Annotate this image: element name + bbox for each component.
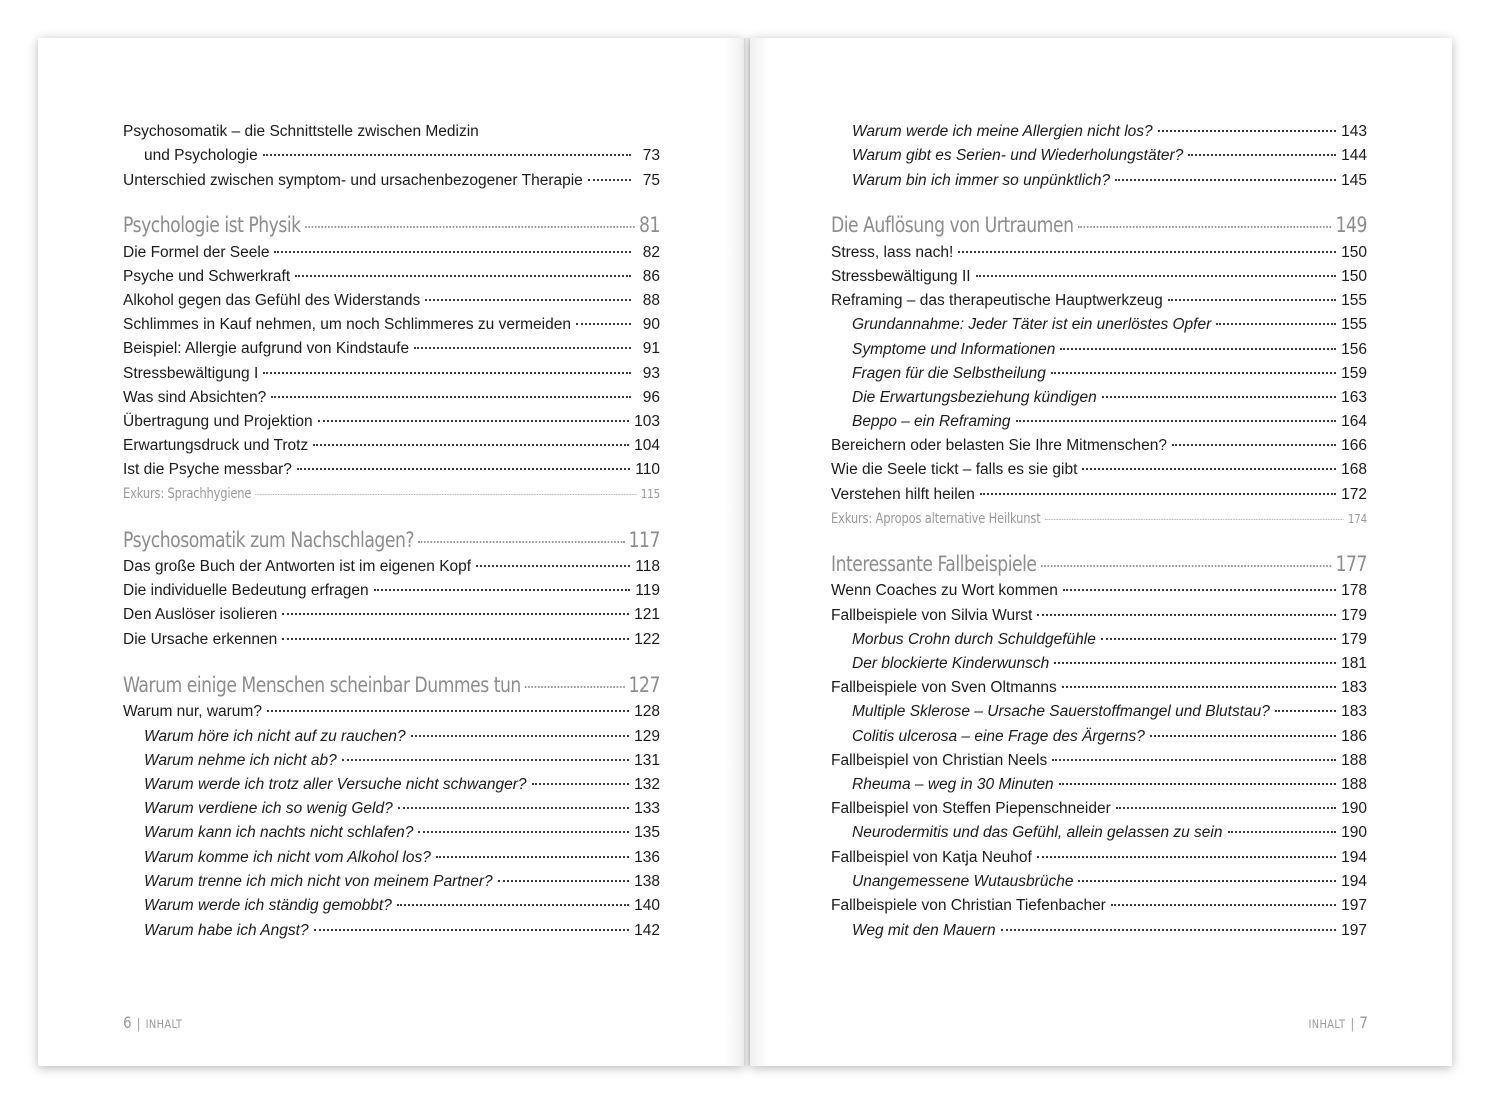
toc-page-number: 190 <box>1341 800 1367 817</box>
dot-leader <box>1172 444 1336 446</box>
toc-entry <box>852 700 1367 724</box>
dot-leader <box>425 299 631 301</box>
toc-page-number: 96 <box>642 389 660 406</box>
dot-leader <box>1102 396 1336 398</box>
toc-entry-title: Weg mit den Mauern <box>852 922 996 939</box>
toc-entry <box>123 603 660 627</box>
dot-leader <box>1188 154 1336 156</box>
toc-entry-title: Warum werde ich trotz aller Versuche nicht schwanger? <box>144 776 527 793</box>
toc-page-number: 183 <box>1341 679 1367 696</box>
dot-leader <box>1116 807 1336 809</box>
dot-leader <box>397 904 629 906</box>
chapter-heading <box>123 673 660 697</box>
toc-entry <box>123 265 660 289</box>
toc-entry-title: Warum komme ich nicht vom Alkohol los? <box>144 849 431 866</box>
excursus-entry <box>123 482 660 506</box>
dot-leader <box>282 638 629 640</box>
toc-page-number: 188 <box>1341 752 1367 769</box>
toc-entry <box>831 458 1367 482</box>
toc-entry <box>831 676 1367 700</box>
dot-leader <box>295 275 631 277</box>
toc-page-number: 91 <box>642 340 660 357</box>
toc-entry <box>123 169 660 193</box>
chapter-heading <box>123 528 660 552</box>
toc-entry-title: Warum gibt es Serien- und Wiederholungstäter? <box>852 147 1184 164</box>
dot-leader <box>976 275 1337 277</box>
toc-entry-title: Grundannahme: Jeder Täter ist ein unerlöstes Opfer <box>852 316 1212 333</box>
toc-entry <box>852 144 1367 168</box>
toc-entry-title: Warum verdiene ich so wenig Geld? <box>144 800 393 817</box>
dot-leader <box>313 444 629 446</box>
toc-entry-title: Multiple Sklerose – Ursache Sauerstoffmangel und Blutstau? <box>852 703 1270 720</box>
toc-entry <box>123 555 660 579</box>
toc-page-number: 117 <box>628 528 660 552</box>
toc-page-number: 150 <box>1341 268 1367 285</box>
toc-entry <box>123 386 660 410</box>
dot-leader <box>1228 831 1337 833</box>
toc-entry <box>852 386 1367 410</box>
toc-entry <box>123 458 660 482</box>
dot-leader <box>418 541 624 543</box>
dot-leader <box>1168 299 1336 301</box>
page-footer-left <box>123 1013 182 1032</box>
toc-entry-title: Warum höre ich nicht auf zu rauchen? <box>144 728 406 745</box>
toc-entry-title: Alkohol gegen das Gefühl des Widerstands <box>123 292 421 309</box>
toc-entry <box>144 870 660 894</box>
toc-entry-title: Übertragung und Projektion <box>123 413 313 430</box>
toc-entry <box>144 846 660 870</box>
toc-entry-title: Warum habe ich Angst? <box>144 922 309 939</box>
toc-entry <box>852 338 1367 362</box>
dot-leader <box>297 468 630 470</box>
dot-leader <box>1062 686 1336 688</box>
dot-leader <box>271 396 631 398</box>
toc-entry-title: Stressbewältigung II <box>831 268 971 285</box>
toc-page-number: 128 <box>634 703 660 720</box>
toc-entry <box>123 700 660 724</box>
toc-entry-title: Die Auflösung von Urtraumen <box>831 213 1074 237</box>
toc-entry-title: Morbus Crohn durch Schuldgefühle <box>852 631 1096 648</box>
toc-page-number: 163 <box>1341 389 1367 406</box>
toc-entry-title: Bereichern oder belasten Sie Ihre Mitmenschen? <box>831 437 1168 454</box>
toc-page-number: 155 <box>1341 292 1367 309</box>
toc-page-number: 110 <box>635 461 660 478</box>
toc-page-number: 174 <box>1347 511 1367 526</box>
toc-entry-title: Fallbeispiel von Steffen Piepenschneider <box>831 800 1111 817</box>
toc-entry-title: Der blockierte Kinderwunsch <box>852 655 1050 672</box>
dot-leader <box>1078 226 1332 228</box>
dot-leader <box>263 372 631 374</box>
dot-leader <box>263 154 631 156</box>
toc-page-number: 183 <box>1341 703 1367 720</box>
toc-page-number: 122 <box>634 631 660 648</box>
dot-leader <box>1059 783 1337 785</box>
toc-entry-title: Warum werde ich meine Allergien nicht los? <box>852 123 1153 140</box>
toc-entry-title: Psychosomatik – die Schnittstelle zwischen Medizin <box>123 123 479 140</box>
dot-leader <box>1001 929 1337 931</box>
dot-leader <box>1016 420 1337 422</box>
toc-page-number: 179 <box>1341 631 1367 648</box>
toc-entry-title: Psychosomatik zum Nachschlagen? <box>123 528 415 552</box>
toc-page-number: 164 <box>1341 413 1367 430</box>
toc-entry <box>852 120 1367 144</box>
toc-entry <box>852 821 1367 845</box>
dot-leader <box>274 251 631 253</box>
toc-page-number: 143 <box>1341 123 1367 140</box>
toc-entry <box>123 313 660 337</box>
dot-leader <box>1060 348 1336 350</box>
toc-entry-title: Exkurs: Apropos alternative Heilkunst <box>831 511 1041 527</box>
toc-entry <box>144 144 660 168</box>
toc-entry-title: Was sind Absichten? <box>123 389 267 406</box>
toc-page-number: 145 <box>1341 172 1367 189</box>
footer-separator: | <box>136 1017 141 1032</box>
toc-page-number: 90 <box>642 316 660 333</box>
toc-page-number: 73 <box>642 147 660 164</box>
toc-entry-title: Warum kann ich nachts nicht schlafen? <box>144 824 414 841</box>
toc-entry-title: Colitis ulcerosa – eine Frage des Ärgerns? <box>852 728 1145 745</box>
toc-entry <box>831 579 1367 603</box>
toc-page-number: 115 <box>640 486 660 501</box>
toc-entry <box>144 894 660 918</box>
toc-page-number: 129 <box>634 728 660 745</box>
toc-entry-title: Die Formel der Seele <box>123 244 270 261</box>
toc-entry-title: Schlimmes in Kauf nehmen, um noch Schlimmeres zu vermeiden <box>123 316 571 333</box>
chapter-heading <box>831 552 1367 576</box>
toc-entry-title: Rheuma – weg in 30 Minuten <box>852 776 1054 793</box>
toc-entry-title: Warum bin ich immer so unpünktlich? <box>852 172 1111 189</box>
toc-page-number: 156 <box>1341 341 1367 358</box>
chapter-heading <box>831 213 1367 237</box>
toc-page-number: 131 <box>634 752 660 769</box>
toc-entry-title: Fragen für die Selbstheilung <box>852 365 1046 382</box>
toc-entry-title: Beispiel: Allergie aufgrund von Kindstaufe <box>123 340 410 357</box>
toc-entry-title: Warum einige Menschen scheinbar Dummes tun <box>123 673 521 697</box>
toc-entry-title: Stress, lass nach! <box>831 244 954 261</box>
toc-entry <box>123 579 660 603</box>
toc-page-number: 188 <box>1341 776 1367 793</box>
toc-page-number: 135 <box>634 824 660 841</box>
toc-page-number: 119 <box>635 582 660 599</box>
toc-entry <box>852 919 1367 943</box>
toc-entry-title: Unangemessene Wutausbrüche <box>852 873 1074 890</box>
toc-entry-title: Warum nur, warum? <box>123 703 262 720</box>
toc-entry-title: Das große Buch der Antworten ist im eigenen Kopf <box>123 558 472 575</box>
footer-separator: | <box>1350 1017 1355 1032</box>
right-page <box>750 38 1452 1066</box>
toc-page-number: 93 <box>642 365 660 382</box>
toc-entry-title: Interessante Fallbeispiele <box>831 552 1037 576</box>
toc-page-number: 104 <box>634 437 660 454</box>
page-footer-right <box>1309 1013 1368 1032</box>
toc-entry <box>123 289 660 313</box>
toc-page-number: 103 <box>634 413 660 430</box>
toc-entry <box>123 337 660 361</box>
toc-entry <box>831 265 1367 289</box>
toc-entry <box>852 362 1367 386</box>
toc-page-number: 118 <box>635 558 660 575</box>
dot-leader <box>1111 904 1336 906</box>
toc-page-number: 177 <box>1335 552 1367 576</box>
toc-page-number: 181 <box>1341 655 1367 672</box>
toc-entry-title: Fallbeispiel von Katja Neuhof <box>831 849 1032 866</box>
toc-entry-title: Warum werde ich ständig gemobbt? <box>144 897 392 914</box>
toc-entry <box>144 821 660 845</box>
dot-leader <box>1051 372 1336 374</box>
dot-leader <box>498 880 630 882</box>
toc-entry-title: Die individuelle Bedeutung erfragen <box>123 582 369 599</box>
dot-leader <box>1037 856 1336 858</box>
left-page <box>38 38 744 1066</box>
toc-entry <box>852 410 1367 434</box>
toc-page-number: 149 <box>1335 213 1367 237</box>
toc-entry <box>852 628 1367 652</box>
dot-leader <box>1158 130 1336 132</box>
dot-leader <box>1101 638 1336 640</box>
toc-page-number: 186 <box>1341 728 1367 745</box>
toc-entry <box>831 894 1367 918</box>
footer-label: INHALT <box>1308 1017 1346 1031</box>
toc-page-number: 75 <box>642 172 660 189</box>
toc-entry <box>852 313 1367 337</box>
toc-entry-title: Den Auslöser isolieren <box>123 606 278 623</box>
toc-page-number: 197 <box>1341 897 1367 914</box>
toc-entry-title: Fallbeispiele von Christian Tiefenbacher <box>831 897 1106 914</box>
toc-page-number: 81 <box>639 213 660 237</box>
toc-entry <box>144 773 660 797</box>
toc-entry-title: Exkurs: Sprachhygiene <box>123 486 252 502</box>
dot-leader <box>476 565 630 567</box>
toc-entry <box>831 846 1367 870</box>
toc-entry-title: Beppo – ein Reframing <box>852 413 1011 430</box>
dot-leader <box>1041 565 1332 567</box>
toc-page-number: 133 <box>634 800 660 817</box>
toc-entry-title: Neurodermitis und das Gefühl, allein gelassen zu sein <box>852 824 1223 841</box>
dot-leader <box>342 759 629 761</box>
dot-leader <box>958 251 1336 253</box>
dot-leader <box>314 929 630 931</box>
toc-entry <box>123 628 660 652</box>
toc-entry <box>123 410 660 434</box>
dot-leader <box>1082 468 1336 470</box>
toc-entry-title: Unterschied zwischen symptom- und ursachenbezogener Therapie <box>123 172 583 189</box>
dot-leader <box>1054 662 1336 664</box>
toc-page-number: 194 <box>1341 873 1367 890</box>
toc-entry <box>123 362 660 386</box>
toc-page-number: 138 <box>634 873 660 890</box>
toc-entry <box>831 483 1367 507</box>
toc-page-number: 142 <box>634 922 660 939</box>
toc-entry <box>123 434 660 458</box>
toc-page-number: 197 <box>1341 922 1367 939</box>
dot-leader <box>1037 614 1336 616</box>
toc-page-number: 150 <box>1341 244 1367 261</box>
toc-entry-title: Psyche und Schwerkraft <box>123 268 291 285</box>
toc-page-number: 127 <box>628 673 660 697</box>
toc-entry-title: Die Erwartungsbeziehung kündigen <box>852 389 1097 406</box>
dot-leader <box>411 735 629 737</box>
toc-entry <box>852 652 1367 676</box>
dot-leader <box>1078 880 1336 882</box>
toc-entry-title: Warum trenne ich mich nicht von meinem Partner? <box>144 873 493 890</box>
toc-entry <box>831 434 1367 458</box>
dot-leader <box>318 420 630 422</box>
toc-entry <box>852 169 1367 193</box>
toc-page-number: 132 <box>634 776 660 793</box>
toc-entry <box>852 725 1367 749</box>
toc-page-number: 88 <box>642 292 660 309</box>
dot-leader <box>305 226 635 228</box>
dot-leader <box>1216 323 1336 325</box>
toc-entry <box>852 870 1367 894</box>
toc-entry <box>144 797 660 821</box>
toc-entry-title: Die Ursache erkennen <box>123 631 278 648</box>
toc-page-number: 166 <box>1341 437 1367 454</box>
dot-leader <box>980 493 1336 495</box>
toc-entry <box>144 725 660 749</box>
chapter-heading <box>123 213 660 237</box>
dot-leader <box>374 589 631 591</box>
dot-leader <box>255 494 636 495</box>
toc-entry-title: Ist die Psyche messbar? <box>123 461 292 478</box>
toc-page-number: 121 <box>634 606 660 623</box>
toc-page-number: 144 <box>1341 147 1367 164</box>
toc-entry-title: Psychologie ist Physik <box>123 213 301 237</box>
dot-leader <box>576 323 631 325</box>
toc-page-number: 179 <box>1341 607 1367 624</box>
toc-page-number: 172 <box>1341 486 1367 503</box>
dot-leader <box>1115 179 1336 181</box>
toc-entry-title: Warum nehme ich nicht ab? <box>144 752 337 769</box>
toc-entry-title: Verstehen hilft heilen <box>831 486 975 503</box>
toc-page-number: 86 <box>642 268 660 285</box>
toc-entry-title: Wie die Seele tickt – falls es sie gibt <box>831 461 1078 478</box>
toc-entry-title: Stressbewältigung I <box>123 365 259 382</box>
dot-leader <box>398 807 629 809</box>
toc-page-number: 168 <box>1341 461 1367 478</box>
toc-entry-title: Erwartungsdruck und Trotz <box>123 437 309 454</box>
page-number: 7 <box>1359 1013 1368 1032</box>
toc-entry-title: und Psychologie <box>144 147 258 164</box>
toc-entry <box>123 120 660 144</box>
dot-leader <box>418 831 629 833</box>
toc-page-number: 155 <box>1341 316 1367 333</box>
toc-entry <box>123 241 660 265</box>
toc-entry <box>852 773 1367 797</box>
toc-page-number: 82 <box>642 244 660 261</box>
toc-page-number: 136 <box>634 849 660 866</box>
page-number: 6 <box>123 1013 132 1032</box>
dot-leader <box>1150 735 1336 737</box>
dot-leader <box>588 179 631 181</box>
dot-leader <box>436 856 629 858</box>
toc-entry-title: Symptome und Informationen <box>852 341 1056 358</box>
dot-leader <box>532 783 630 785</box>
toc-entry-title: Fallbeispiel von Christian Neels <box>831 752 1048 769</box>
dot-leader <box>1045 519 1344 520</box>
dot-leader <box>267 710 629 712</box>
toc-entry <box>144 919 660 943</box>
toc-page-number: 159 <box>1341 365 1367 382</box>
dot-leader <box>1052 759 1336 761</box>
toc-entry <box>831 241 1367 265</box>
toc-entry-title: Fallbeispiele von Sven Oltmanns <box>831 679 1057 696</box>
dot-leader <box>1275 710 1336 712</box>
dot-leader <box>414 347 631 349</box>
dot-leader <box>282 613 629 615</box>
toc-entry-title: Wenn Coaches zu Wort kommen <box>831 582 1058 599</box>
footer-label: INHALT <box>145 1017 183 1031</box>
dot-leader <box>1063 589 1336 591</box>
toc-entry <box>144 749 660 773</box>
toc-page-number: 194 <box>1341 849 1367 866</box>
toc-entry <box>831 289 1367 313</box>
toc-page-number: 190 <box>1341 824 1367 841</box>
toc-entry <box>831 749 1367 773</box>
toc-entry <box>831 797 1367 821</box>
toc-page-number: 140 <box>634 897 660 914</box>
toc-page-number: 178 <box>1341 582 1367 599</box>
dot-leader <box>525 686 625 688</box>
toc-entry-title: Fallbeispiele von Silvia Wurst <box>831 607 1033 624</box>
toc-entry <box>831 604 1367 628</box>
excursus-entry <box>831 507 1367 531</box>
toc-entry-title: Reframing – das therapeutische Hauptwerkzeug <box>831 292 1163 309</box>
